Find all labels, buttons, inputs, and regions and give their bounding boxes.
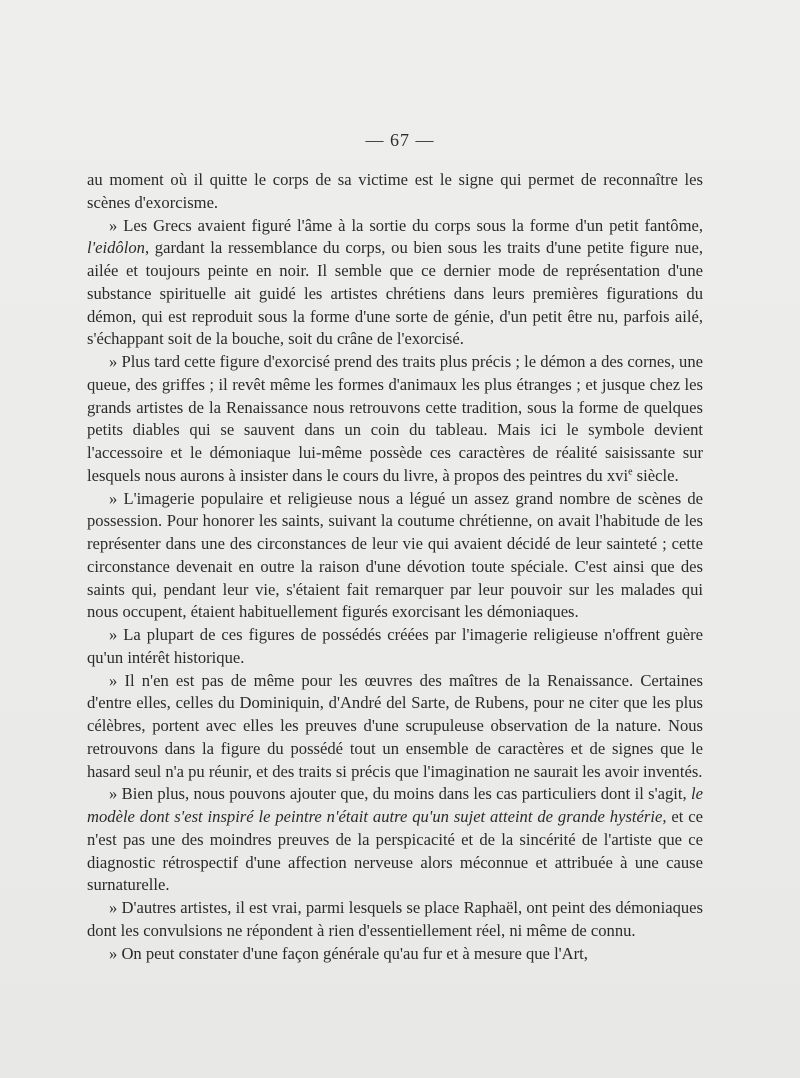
- paragraph-7-italic-phrase: le modèle dont s'est inspiré le peintre n'était autre qu'un sujet atteint de grande hystérie,: [87, 784, 703, 826]
- paragraph-7-text-start: » Bien plus, nous pouvons ajouter que, du moins dans les cas particuliers dont il s'agit,: [109, 784, 692, 804]
- paragraph-8: » D'autres artistes, il est vrai, parmi lesquels se place Raphaël, ont peint des démoniaques dont les convulsions ne répondent à rien d'essentiellement réel, ni même de connu.: [87, 898, 703, 940]
- paragraph-4: » L'imagerie populaire et religieuse nous a légué un assez grand nombre de scènes de possession. Pour honorer les saints, suivant la coutume chrétienne, on avait l'habitude de les représenter dans une des circonstances de leur vie qui avaient décidé de leur sainteté ; cette circonstance devenait en outre la raison d'une dévotion toute spéciale. C'est ainsi que des saints qui, pendant leur vie, s'étaient fait remarquer par leur pouvoir sur les malades qui nous occupent, étaient habituellement figurés exorcisant les démoniaques.: [87, 488, 703, 622]
- paragraph-7: [87, 783, 703, 897]
- paragraph-7-text-end: et ce n'est pas une des moindres preuves de la perspicacité et de la sincérité de l'artiste que ce diagnostic rétrospectif d'une affection nerveuse alors méconnue et attribuée à une cause surnaturelle.: [87, 807, 703, 895]
- paragraph-5: » La plupart de ces figures de possédés créées par l'imagerie religieuse n'offrent guère qu'un intérêt historique.: [87, 625, 703, 667]
- paragraph-2-text-end: , gardant la ressemblance du corps, ou bien sous les traits d'une petite figure nue, ailée et toujours peinte en noir. Il semble que ce dernier mode de représentation d'une substance spirituelle ait guidé les artistes chrétiens dans leurs premières figurations du démon, qui est reproduit sous la forme d'une sorte de génie, d'un petit être nu, parfois ailé, s'échappant soit de la bouche, soit du crâne de l'exorcisé.: [87, 238, 703, 349]
- paragraph-1: au moment où il quitte le corps de sa victime est le signe qui permet de reconnaître les scènes d'exorcisme.: [87, 170, 703, 212]
- paragraph-3-century-suffix: e: [628, 466, 633, 478]
- paragraph-9: » On peut constater d'une façon générale qu'au fur et à mesure que l'Art,: [109, 943, 588, 963]
- paragraph-3: [87, 351, 703, 488]
- paragraph-2-text-start: » Les Grecs avaient figuré l'âme à la sortie du corps sous la forme d'un petit fantôme,: [109, 215, 703, 235]
- paragraph-3-text-start: » Plus tard cette figure d'exorcisé prend des traits plus précis ; le démon a des cornes, une queue, des griffes ; il revêt même les formes d'animaux les plus étranges ; et jusque chez les grands artistes de la Renaissance nous retrouvons cette tradition, sous la forme de quelques petits diables qui se sauvent dans un coin du tableau. Mais ici le symbole devient l'accessoire et le démoniaque lui-même possède ces caractères de réalité saisissante sur lesquels nous aurons à insister dans le cours du livre, à propos des peintres du: [87, 352, 703, 485]
- paragraph-3-text-end: siècle.: [632, 465, 679, 485]
- paragraph-2-italic-term: l'eidôlon: [87, 238, 145, 258]
- paragraph-3-century: xvi: [606, 465, 629, 485]
- page-number: — 67 —: [365, 130, 435, 150]
- paragraph-2: [87, 215, 703, 352]
- paragraph-6: » Il n'en est pas de même pour les œuvres des maîtres de la Renaissance. Certaines d'entre elles, celles du Dominiquin, d'André del Sarte, de Rubens, pour ne citer que les plus célèbres, portent avec elles les preuves d'une scrupuleuse observation de la nature. Nous retrouvons dans la figure du possédé tout un ensemble de caractères et de signes que le hasard seul n'a pu réunir, et des traits si précis que l'imagination ne saurait les avoir inventés.: [87, 670, 703, 781]
- body-text: [87, 169, 703, 965]
